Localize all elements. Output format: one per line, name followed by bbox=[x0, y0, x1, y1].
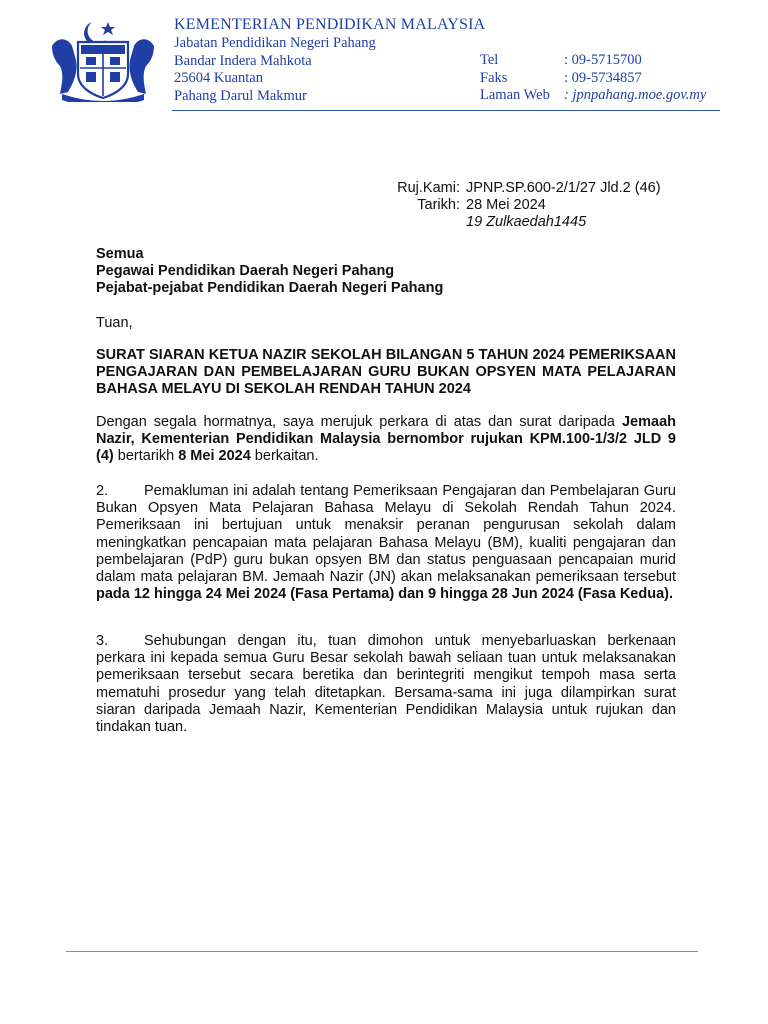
ministry-name: KEMENTERIAN PENDIDIKAN MALAYSIA bbox=[174, 16, 486, 33]
contact-value: : 09-5734857 bbox=[564, 69, 642, 86]
contact-row-fax bbox=[480, 70, 706, 88]
contact-label: Laman Web bbox=[480, 87, 550, 103]
letterhead-divider bbox=[172, 110, 720, 111]
website-link[interactable]: : jpnpahang.moe.gov.my bbox=[564, 87, 707, 103]
contact-row-web bbox=[480, 87, 706, 105]
date-label: Tarikh: bbox=[417, 197, 460, 213]
contact-value: : 09-5715700 bbox=[564, 52, 642, 68]
reference-number: JPNP.SP.600-2/1/27 Jld.2 (46) bbox=[466, 180, 661, 196]
paragraph-number: 2. bbox=[96, 483, 109, 499]
malaysia-coat-of-arms-icon bbox=[48, 16, 158, 102]
recipient-block bbox=[96, 246, 676, 298]
footer-divider bbox=[66, 951, 698, 952]
recipient-line: Pegawai Pendidikan Daerah Negeri Pahang bbox=[96, 263, 395, 280]
contact-label: Tel bbox=[480, 52, 499, 68]
contact-label: Faks bbox=[480, 69, 508, 86]
address-line: Bandar Indera Mahkota bbox=[174, 52, 312, 69]
hijri-date: 19 Zulkaedah1445 bbox=[466, 214, 587, 230]
address-line: Pahang Darul Makmur bbox=[174, 87, 307, 104]
paragraph-number: 3. bbox=[96, 633, 109, 649]
contact-details bbox=[480, 52, 706, 105]
address-line: Jabatan Pendidikan Negeri Pahang bbox=[174, 35, 376, 51]
office-address bbox=[174, 35, 376, 105]
letter-subject: SURAT SIARAN KETUA NAZIR SEKOLAH BILANGAN 5 TAHUN 2024 PEMERIKSAAN PENGAJARAN DAN PEMBELAJARAN GURU BUKAN OPSYEN MATA PELAJARAN BAHASA MELAYU DI SEKOLAH RENDAH TAHUN 2024 bbox=[96, 347, 676, 398]
reference-block bbox=[380, 180, 661, 231]
contact-row-tel bbox=[480, 52, 706, 70]
paragraph-3: 3. Sehubungan dengan itu, tuan dimohon untuk menyebarluaskan berkenaan perkara ini kepada semua Guru Besar sekolah bawah seliaan tuan untuk melaksanakan pemeriksaan tersebut secara beretika dan berintegriti mengikut tempoh masa serta mematuhi prosedur yang telah ditetapkan. Bersama-sama ini juga dilampirkan surat siaran daripada Jemaah Nazir, Kementerian Pendidikan Malaysia untuk rujukan dan tindakan tuan. bbox=[96, 633, 676, 736]
recipient-line: Semua bbox=[96, 246, 144, 262]
paragraph-1: Dengan segala hormatnya, saya merujuk perkara di atas dan surat daripada Jemaah Nazir, Kementerian Pendidikan Malaysia bernombor rujukan KPM.100-1/3/2 JLD 9 (4) bertarikh 8 Mei 2024 berkaitan. bbox=[96, 414, 676, 465]
date-value: 28 Mei 2024 bbox=[466, 197, 546, 213]
address-line: 25604 Kuantan bbox=[174, 70, 263, 86]
reference-label: Ruj.Kami: bbox=[397, 180, 460, 196]
recipient-line: Pejabat-pejabat Pendidikan Daerah Negeri Pahang bbox=[96, 280, 444, 297]
salutation: Tuan, bbox=[96, 315, 133, 331]
paragraph-2: 2. Pemakluman ini adalah tentang Pemeriksaan Pengajaran dan Pembelajaran Guru Bukan Opsyen Mata Pelajaran Bahasa Melayu di Sekolah Rendah Tahun 2024. Pemeriksaan ini bertujuan untuk menaksir peranan pengurusan sekolah dalam meningkatkan pencapaian mata pelajaran Bahasa Melayu (BM), kualiti pengajaran dan pembelajaran (PdP) guru bukan opsyen BM dan status penguasaan pencapaian murid dalam mata pelajaran BM. Jemaah Nazir (JN) akan melaksanakan pemeriksaan tersebut pada 12 hingga 24 Mei 2024 (Fasa Pertama) dan 9 hingga 28 Jun 2024 (Fasa Kedua). bbox=[96, 483, 676, 603]
